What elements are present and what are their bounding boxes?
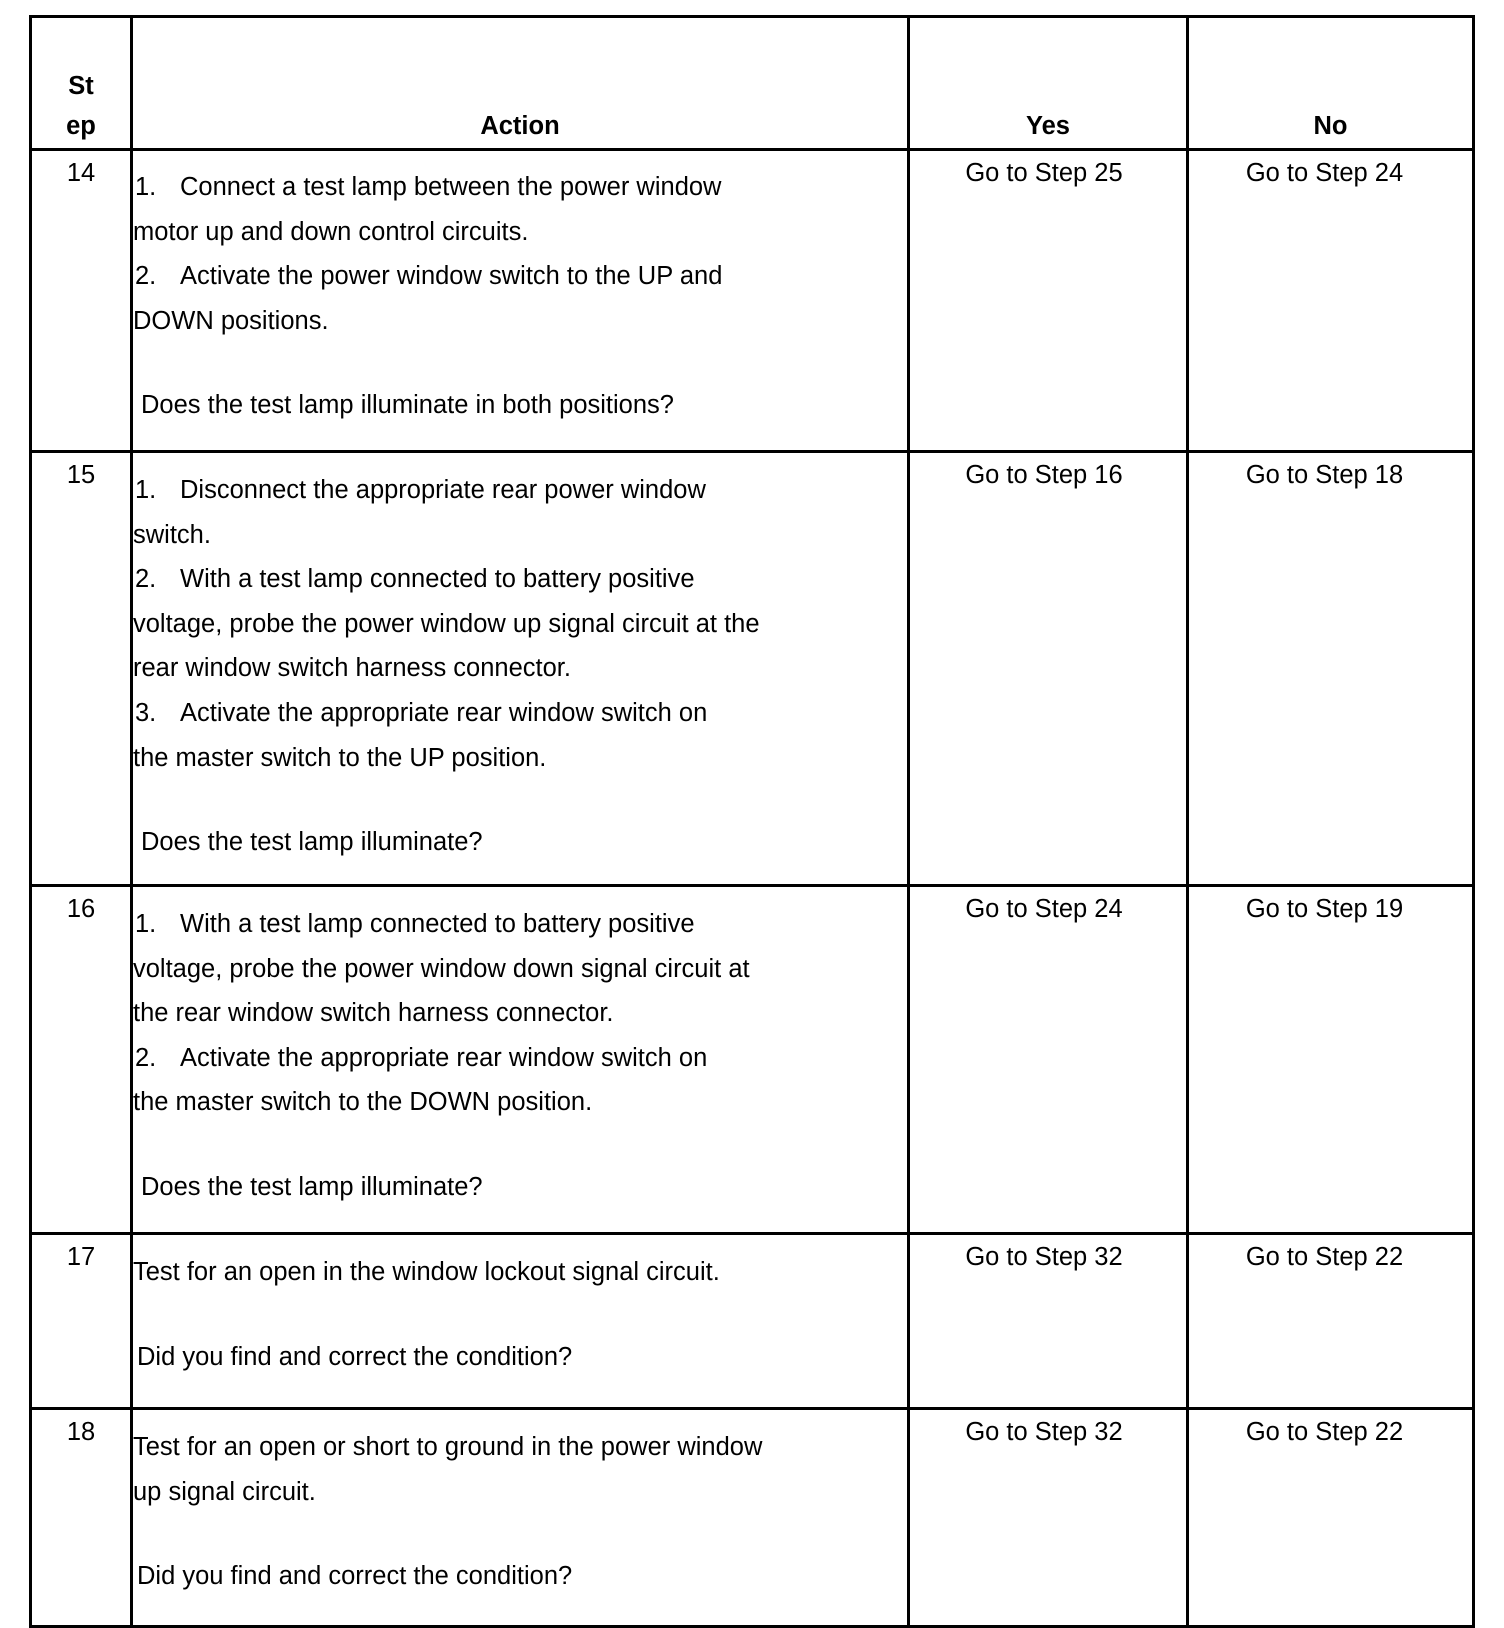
instruction-number: 1. <box>135 476 157 504</box>
question-text: Does the test lamp illuminate? <box>141 828 483 857</box>
question-text: Did you find and correct the condition? <box>137 1342 573 1371</box>
instruction-continuation: Test for an open or short to ground in the power window <box>133 1433 763 1461</box>
yes-cell <box>909 1234 1188 1409</box>
header-yes: Yes <box>909 17 1188 150</box>
instruction-number: 1. <box>135 910 157 938</box>
no-cell <box>1188 1409 1474 1627</box>
header-step-line2: ep <box>66 112 96 140</box>
yes-result: Go to Step 24 <box>965 895 1123 923</box>
instruction-text: Disconnect the appropriate rear power window <box>180 476 706 504</box>
instruction-text: Activate the power window switch to the UP and <box>180 262 723 291</box>
instruction-continuation: the rear window switch harness connector. <box>133 999 614 1028</box>
instruction-text: Connect a test lamp between the power window <box>180 173 722 201</box>
question-text: Did you find and correct the condition? <box>137 1562 573 1591</box>
diagnostic-table <box>29 15 1475 1628</box>
no-cell <box>1188 452 1474 886</box>
step-number: 15 <box>31 452 132 886</box>
instruction-line <box>133 902 907 947</box>
no-result: Go to Step 18 <box>1245 461 1404 489</box>
table-row-step-16 <box>31 886 1474 1234</box>
action-cell <box>132 150 909 452</box>
yes-cell <box>909 886 1188 1234</box>
yes-cell <box>909 452 1188 886</box>
no-cell <box>1188 886 1474 1234</box>
step-number: 14 <box>31 150 132 452</box>
no-cell <box>1188 150 1474 452</box>
no-result: Go to Step 22 <box>1245 1243 1404 1271</box>
instruction-continuation: voltage, probe the power window down signal circuit at <box>133 954 750 983</box>
action-cell <box>132 452 909 886</box>
table-row-step-15 <box>31 452 1474 886</box>
instruction-number: 1. <box>135 173 157 201</box>
instruction-number: 2. <box>135 1043 157 1072</box>
instruction-continuation: switch. <box>133 520 211 549</box>
no-result: Go to Step 22 <box>1245 1418 1404 1446</box>
instruction-text: Activate the appropriate rear window switch on <box>180 1043 708 1072</box>
instruction-continuation: DOWN positions. <box>133 306 329 335</box>
step-number: 18 <box>31 1409 132 1627</box>
instruction-number: 2. <box>135 565 157 594</box>
instruction-continuation: voltage, probe the power window up signal circuit at the <box>133 609 760 638</box>
question-text: Does the test lamp illuminate? <box>141 1172 483 1201</box>
instruction-number: 2. <box>135 262 157 291</box>
instruction-line <box>133 691 907 736</box>
yes-result: Go to Step 25 <box>965 159 1123 187</box>
step-number: 16 <box>31 886 132 1234</box>
instruction-number: 3. <box>135 698 157 727</box>
instruction-line <box>133 468 907 513</box>
no-result: Go to Step 19 <box>1245 895 1404 923</box>
action-cell <box>132 886 909 1234</box>
table-row-step-17 <box>31 1234 1474 1409</box>
instruction-text: Activate the appropriate rear window switch on <box>180 698 708 727</box>
action-cell <box>132 1234 909 1409</box>
instruction-continuation: the master switch to the UP position. <box>133 743 547 772</box>
yes-result: Go to Step 32 <box>965 1243 1123 1271</box>
instruction-line <box>133 165 907 210</box>
instruction-text: With a test lamp connected to battery positive <box>180 565 695 594</box>
step-number: 17 <box>31 1234 132 1409</box>
instruction-continuation: motor up and down control circuits. <box>133 217 529 246</box>
header-step-line1: St <box>68 72 94 100</box>
header-step <box>31 17 132 150</box>
yes-result: Go to Step 16 <box>965 461 1123 489</box>
instruction-continuation: the master switch to the DOWN position. <box>133 1088 593 1117</box>
yes-cell <box>909 1409 1188 1627</box>
instruction-continuation: up signal circuit. <box>133 1477 316 1506</box>
no-cell <box>1188 1234 1474 1409</box>
header-no: No <box>1188 17 1474 150</box>
table-row-step-18 <box>31 1409 1474 1627</box>
table-row-step-14 <box>31 150 1474 452</box>
no-result: Go to Step 24 <box>1245 159 1404 187</box>
action-cell <box>132 1409 909 1627</box>
yes-result: Go to Step 32 <box>965 1418 1123 1446</box>
question-text: Does the test lamp illuminate in both positions? <box>141 391 674 420</box>
instruction-continuation: rear window switch harness connector. <box>133 654 571 683</box>
instruction-line <box>133 557 907 602</box>
yes-cell <box>909 150 1188 452</box>
header-action: Action <box>132 17 909 150</box>
instruction-line <box>133 254 907 299</box>
instruction-continuation: Test for an open in the window lockout signal circuit. <box>133 1258 720 1286</box>
instruction-line <box>133 1036 907 1081</box>
header-row <box>31 17 1474 150</box>
instruction-text: With a test lamp connected to battery positive <box>180 910 695 938</box>
